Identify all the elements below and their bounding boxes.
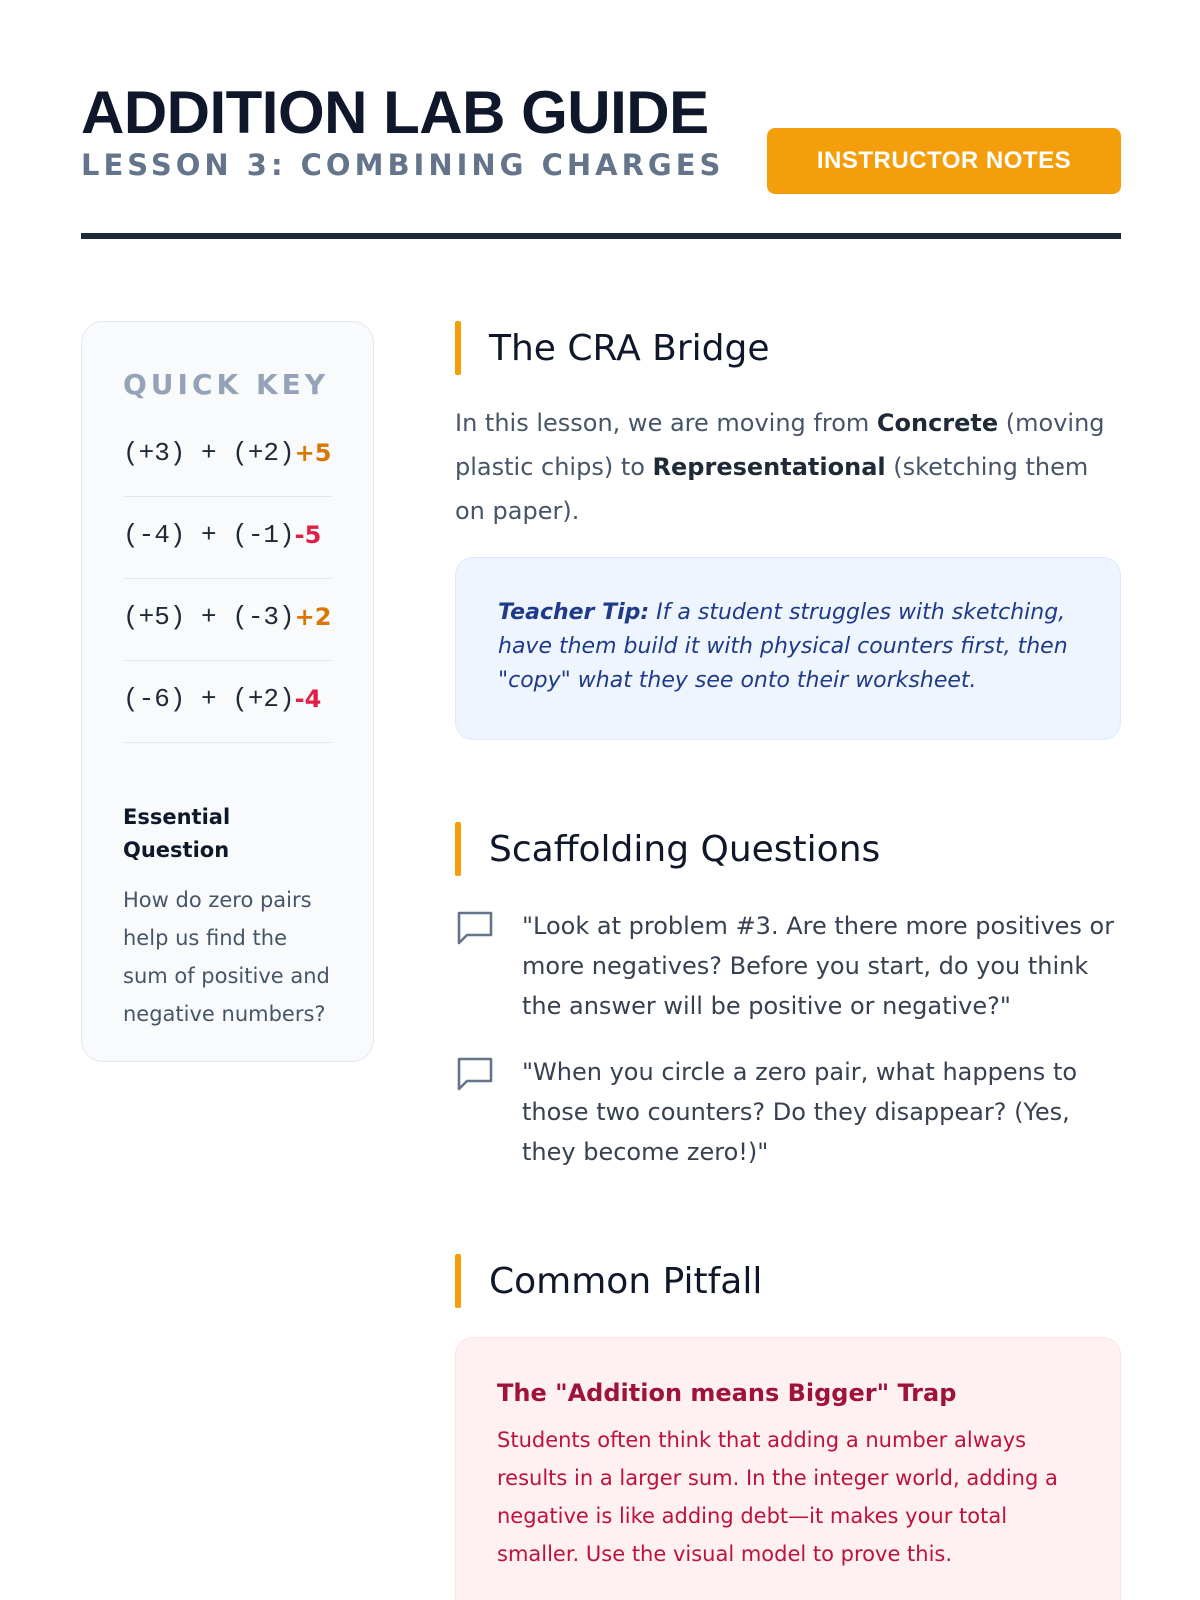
quick-key-row <box>123 497 332 579</box>
expression: (+3) + (+2) <box>123 437 295 468</box>
pitfall-section <box>455 1254 1121 1600</box>
quick-key-list <box>123 415 332 743</box>
speech-bubble-icon <box>455 1054 495 1094</box>
pitfall-card <box>455 1337 1121 1600</box>
lesson-subtitle: LESSON 3: COMBINING CHARGES <box>81 148 725 182</box>
quick-key-row <box>123 661 332 743</box>
result: +5 <box>294 438 332 467</box>
text-run: In this lesson, we are moving from <box>455 409 877 437</box>
result: -4 <box>294 684 322 713</box>
question-item <box>455 1052 1121 1172</box>
cra-paragraph <box>455 401 1121 533</box>
cra-section <box>455 321 1121 740</box>
section-heading <box>455 1254 1121 1308</box>
quick-key-sidebar <box>81 321 374 1062</box>
section-title: Scaffolding Questions <box>489 828 881 870</box>
question-item <box>455 906 1121 1026</box>
result: -5 <box>294 520 322 549</box>
text-run: (moving plastic chips) to <box>455 409 1105 481</box>
section-heading <box>455 822 1121 876</box>
pitfall-card-title: The "Addition means Bigger" Trap <box>497 1379 957 1407</box>
bold-term: Representational <box>652 453 886 481</box>
header-divider <box>81 233 1121 239</box>
main-content <box>455 321 1121 1600</box>
page-title: ADDITION LAB GUIDE <box>81 79 709 146</box>
expression: (+5) + (-3) <box>123 601 295 632</box>
scaffolding-section <box>455 822 1121 1172</box>
essential-question-text: How do zero pairs help us find the sum of positive and negative numbers? <box>123 888 330 1026</box>
section-accent-bar <box>455 1254 461 1308</box>
result: +2 <box>294 602 332 631</box>
section-accent-bar <box>455 321 461 375</box>
bold-term: Concrete <box>876 409 999 437</box>
section-accent-bar <box>455 822 461 876</box>
speech-bubble-icon <box>455 908 495 948</box>
expression: (-6) + (+2) <box>123 683 295 714</box>
teacher-tip-box <box>455 557 1121 740</box>
tip-text: If a student struggles with sketching, have them build it with physical counters first, then "copy" what they see onto their worksheet. <box>498 600 1068 693</box>
text-run: (sketching them on paper). <box>455 453 1089 525</box>
quick-key-row <box>123 579 332 661</box>
question-text: "Look at problem #3. Are there more positives or more negatives? Before you start, do you think the answer will be positive or negative?" <box>522 912 1115 1020</box>
section-title: The CRA Bridge <box>489 327 770 369</box>
expression: (-4) + (-1) <box>123 519 295 550</box>
section-heading <box>455 321 1121 375</box>
page-header <box>81 80 1121 240</box>
tip-label: Teacher Tip: <box>498 600 650 625</box>
instructor-notes-button[interactable]: INSTRUCTOR NOTES <box>767 128 1121 194</box>
section-title: Common Pitfall <box>489 1260 763 1302</box>
quick-key-row <box>123 415 332 497</box>
essential-question-title: Essential Question <box>123 805 231 862</box>
question-text: "When you circle a zero pair, what happens to those two counters? Do they disappear? (Yes, they become zero!)" <box>522 1058 1078 1166</box>
pitfall-card-text: Students often think that adding a number always results in a larger sum. In the integer world, adding a negative is like adding debt—it makes your total smaller. Use the visual model to prove this. <box>497 1428 1058 1566</box>
quick-key-title: QUICK KEY <box>123 368 330 401</box>
